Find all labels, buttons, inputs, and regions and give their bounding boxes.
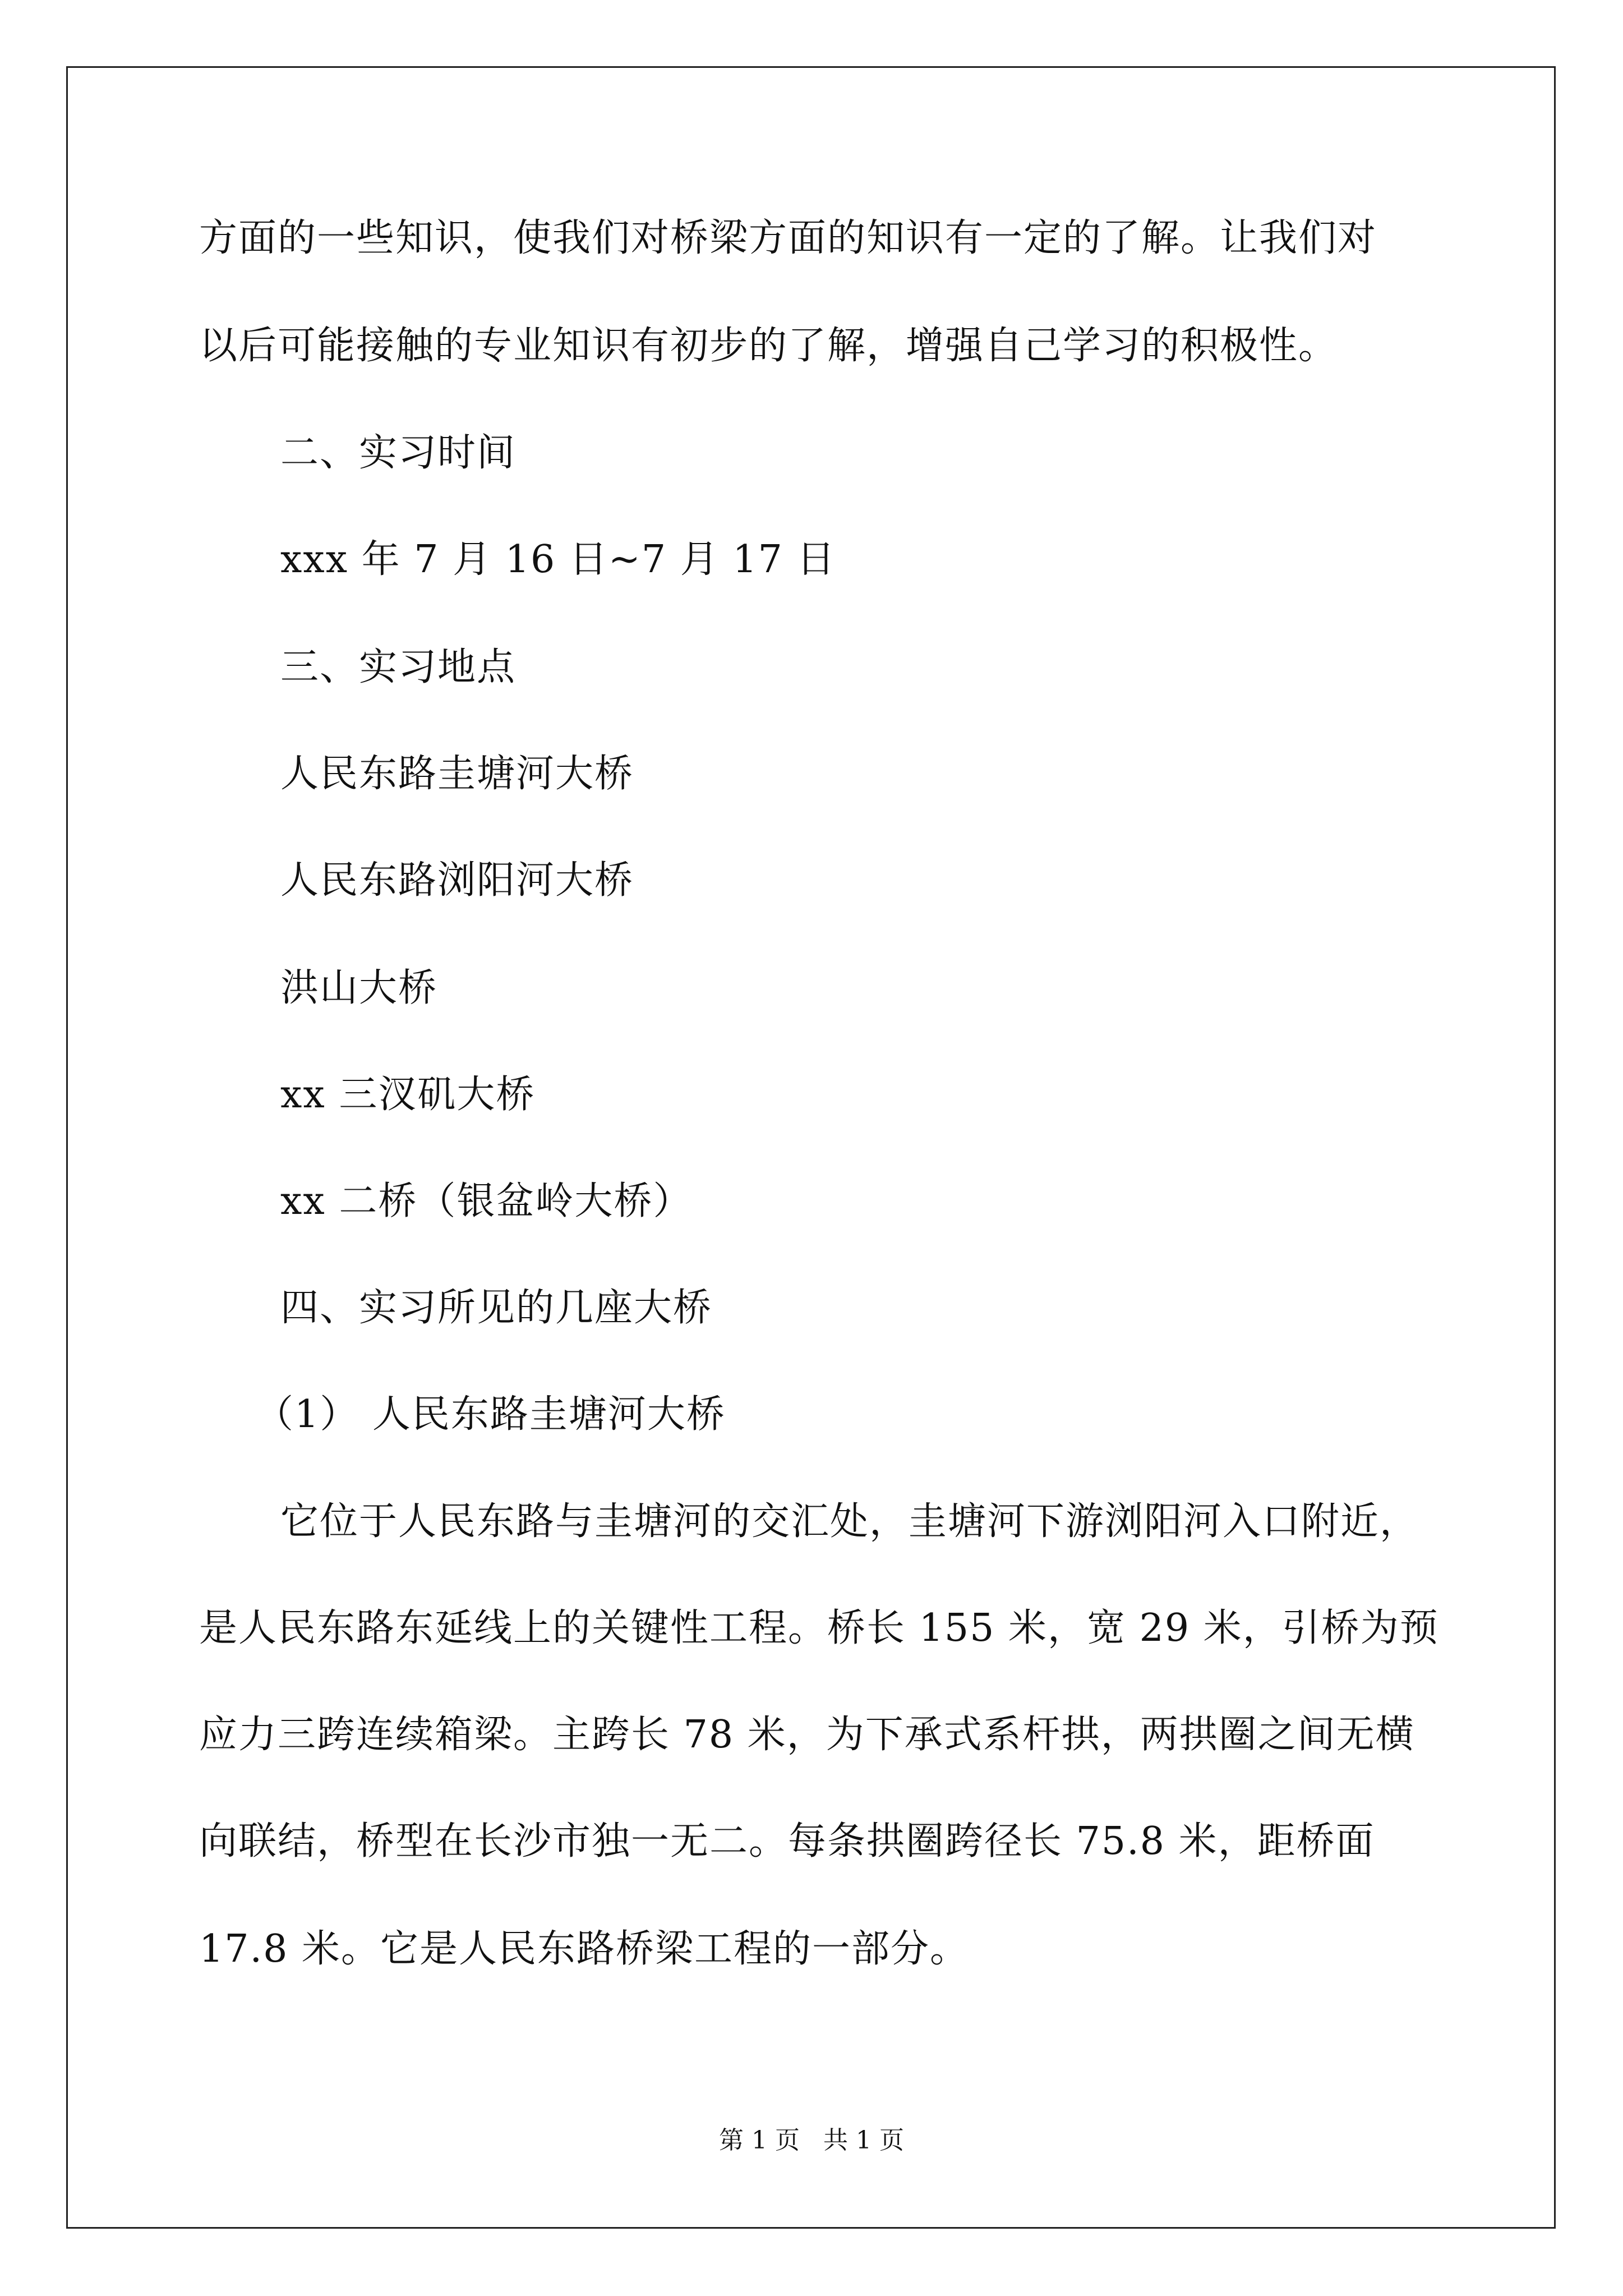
paragraph-line: 以后可能接触的专业知识有初步的了解，增强自己学习的积极性。 bbox=[199, 324, 1338, 368]
paragraph-line: 向联结，桥型在长沙市独一无二。每条拱圈跨径长 75.8 米，距桥面 bbox=[199, 1819, 1375, 1864]
date-range: xxx 年 7 月 16 日~7 月 17 日 bbox=[280, 537, 836, 582]
list-item: 人民东路圭塘河大桥 bbox=[280, 752, 634, 796]
paragraph-line: 它位于人民东路与圭塘河的交汇处，圭塘河下游浏阳河入口附近， bbox=[280, 1499, 1419, 1544]
list-item: xx 三汊矶大桥 bbox=[280, 1073, 536, 1117]
list-item: 人民东路浏阳河大桥 bbox=[280, 858, 634, 903]
paragraph-line: 应力三跨连续箱梁。主跨长 78 米，为下承式系杆拱，两拱圈之间无横 bbox=[199, 1713, 1415, 1757]
paragraph-line: 方面的一些知识，使我们对桥梁方面的知识有一定的了解。让我们对 bbox=[199, 216, 1377, 260]
page-border bbox=[66, 66, 1556, 2229]
section-heading: 四、实习所见的几座大桥 bbox=[280, 1286, 713, 1330]
paragraph-line: 是人民东路东延线上的关键性工程。桥长 155 米，宽 29 米，引桥为预 bbox=[199, 1606, 1439, 1650]
list-item: 洪山大桥 bbox=[280, 966, 438, 1010]
list-item: xx 二桥（银盆岭大桥） bbox=[280, 1179, 693, 1223]
paragraph-line: 17.8 米。它是人民东路桥梁工程的一部分。 bbox=[199, 1927, 970, 1971]
page-footer: 第 1 页 共 1 页 bbox=[719, 2126, 904, 2155]
section-heading: 二、实习时间 bbox=[280, 431, 517, 475]
section-heading: 三、实习地点 bbox=[280, 645, 517, 689]
subsection-heading: （1） 人民东路圭塘河大桥 bbox=[255, 1392, 726, 1437]
